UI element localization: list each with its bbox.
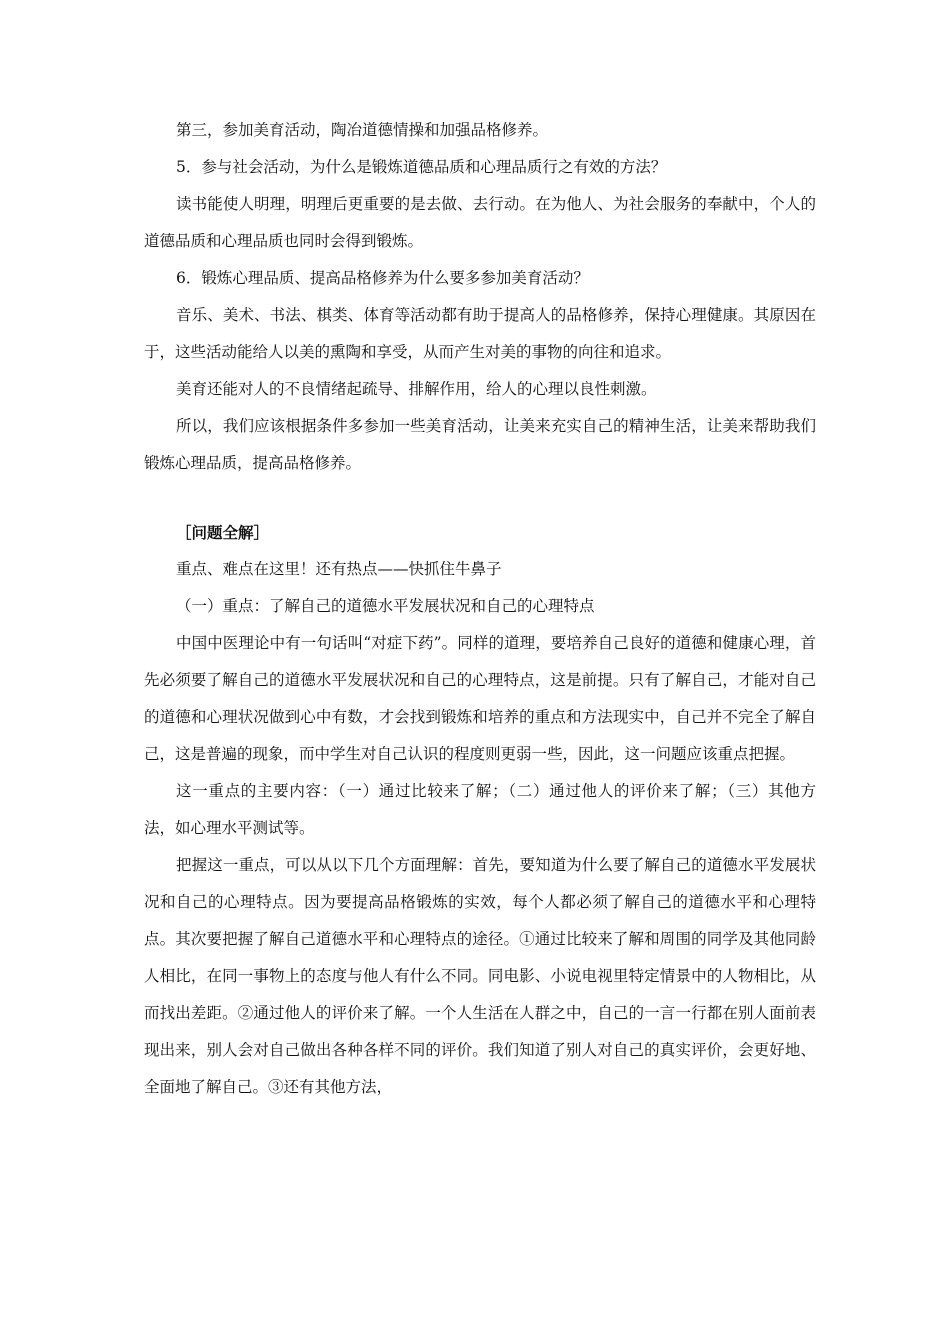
paragraph: 第三，参加美育活动，陶冶道德情操和加强品格修养。 xyxy=(176,121,549,139)
paragraph: 读书能使人明理，明理后更重要的是去做、去行动。在为他人、为社会服务的奉献中，个人的道德品质和心理品质也同时会得到锻炼。 xyxy=(144,195,816,250)
paragraph: 音乐、美术、书法、棋类、体育等活动都有助于提高人的品格修养，保持心理健康。其原因在于，这些活动能给人以美的熏陶和享受，从而产生对美的事物的向往和追求。 xyxy=(144,306,816,361)
question-6: 6．锻炼心理品质、提高品格修养为什么要多参加美育活动？ xyxy=(176,269,589,287)
paragraph: 这一重点的主要内容：（一）通过比较来了解；（二）通过他人的评价来了解；（三）其他方法，如心理水平测试等。 xyxy=(144,782,816,837)
key-point-heading: （一）重点：了解自己的道德水平发展状况和自己的心理特点 xyxy=(176,597,595,615)
section-heading: ［问题全解］ xyxy=(176,523,270,542)
paragraph: 美育还能对人的不良情绪起疏导、排解作用，给人的心理以良性刺激。 xyxy=(176,380,657,398)
document-page xyxy=(144,112,816,1106)
spacer xyxy=(144,482,816,514)
paragraph: 中国中医理论中有一句话叫“对症下药”。同样的道理，要培养自己良好的道德和健康心理，首先必须要了解自己的道德水平发展状况和自己的心理特点，这是前提。只有了解自己，才能对自己的道德和心理状况做到心中有数，才会找到锻炼和培养的重点和方法现实中，自己并不完全了解自己，这是普遍的现象，而中学生对自己认识的程度则更弱一些，因此，这一问题应该重点把握。 xyxy=(144,634,816,763)
paragraph: 重点、难点在这里！还有热点——快抓住牛鼻子 xyxy=(176,560,502,578)
question-5: 5．参与社会活动，为什么是锻炼道德品质和心理品质行之有效的方法？ xyxy=(176,158,667,176)
paragraph: 把握这一重点，可以从以下几个方面理解：首先，要知道为什么要了解自己的道德水平发展状况和自己的心理特点。因为要提高品格锻炼的实效，每个人都必须了解自己的道德水平和心理特点。其次要把握了解自己道德水平和心理特点的途径。①通过比较来了解和周围的同学及其他同龄人相比，在同一事物上的态度与他人有什么不同。同电影、小说电视里特定情景中的人物相比，从而找出差距。②通过他人的评价来了解。一个人生活在人群之中，自己的一言一行都在别人面前表现出来，别人会对自己做出各种各样不同的评价。我们知道了别人对自己的真实评价，会更好地、全面地了解自己。③还有其他方法， xyxy=(144,856,816,1096)
paragraph: 所以，我们应该根据条件多参加一些美育活动，让美来充实自己的精神生活，让美来帮助我们锻炼心理品质，提高品格修养。 xyxy=(144,417,816,472)
